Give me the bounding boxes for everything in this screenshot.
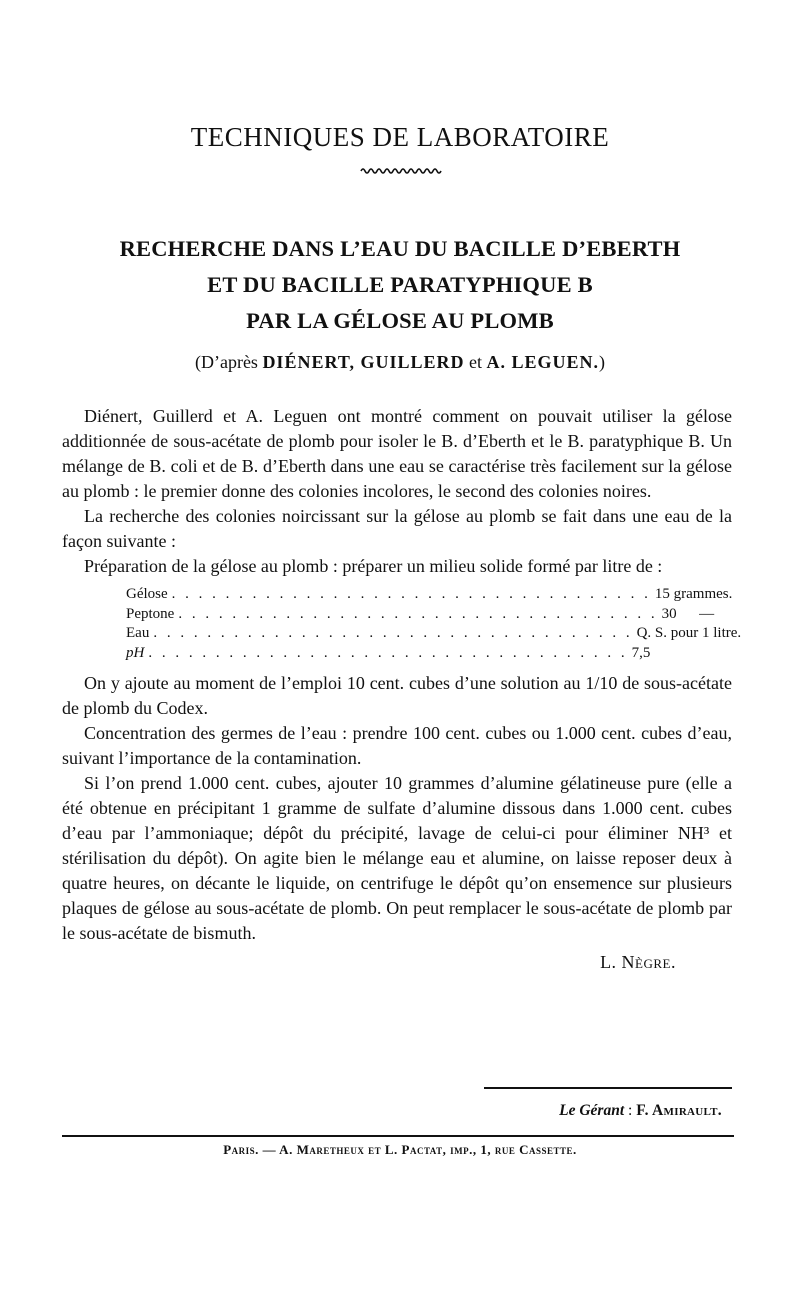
attribution-names: DIÉNERT, GUILLERD [262,352,465,372]
leader-dots: . . . . . . . . . . . . . . . . . . . . . . . . . . . . . . . . . . . . [171,586,651,602]
divider-long [62,1135,734,1137]
paragraph-preparation: Préparation de la gélose au plomb : préparer un milieu solide formé par litre de : [84,556,663,576]
attribution-mid: et [464,352,487,372]
gerant-line [0,1102,722,1120]
leader-dots: . . . . . . . . . . . . . . . . . . . . . . . . . . . . . . . . . . . . [178,605,658,622]
wavy-ornament-icon [360,166,442,176]
paragraph-concentration: Concentration des germes de l’eau : prendre 100 cent. cubes ou 1.000 cent. cubes d’eau, suivant l’importance de la contamination. [62,723,732,768]
paragraph-solution: On y ajoute au moment de l’emploi 10 cent. cubes d’une solution au 1/10 de sous-acétate de plomb du Codex. [62,673,732,718]
signature-text: L. Nègre. [600,952,676,972]
leader-dots: . . . . . . . . . . . . . . . . . . . . . . . . . . . . . . . . . . . . [148,644,628,661]
article-title-line-1: RECHERCHE DANS L’EAU DU BACILLE D’EBERTH [119,236,681,261]
article-title-line-3: PAR LA GÉLOSE AU PLOMB [246,308,554,333]
ingredient-name: Peptone [126,605,175,622]
paragraph-method: La recherche des colonies noircissant sur la gélose au plomb se fait dans une eau de la façon suivante : [62,506,732,551]
ingredient-name: Eau [126,625,150,641]
divider-short [484,1087,732,1089]
gerant-name: F. Amirault. [636,1102,722,1119]
author-signature [62,950,732,975]
article-body [62,404,742,975]
ingredient-quantity: 7,5 [631,644,651,661]
ingredient-name: Gélose [126,586,168,602]
gerant-role: Le Gérant [559,1102,625,1119]
attribution [0,352,800,373]
recipe-row [126,605,715,625]
paragraph-procedure: Si l’on prend 1.000 cent. cubes, ajouter 10 grammes d’alumine gélatineuse pure (elle a été obtenue en précipitant 1 gramme de sulfate d’alumine dissous dans 1.000 cent. cubes d’eau par l’ammoniaque; dépôt du précipité, lavage de celui-ci pour éliminer NH³ et stérilisation du dépôt). On agite bien le mélange eau et alumine, on laisse reposer deux à quatre heures, on décante le liquide, on centrifuge le dépôt qu’on ensemence sur plusieurs plaques de gélose au sous-acétate de plomb. On peut remplacer le sous-acétate de plomb par le sous-acétate de bismuth. [62,773,732,943]
attribution-prefix: (D’après [194,352,263,372]
recipe-row [126,624,742,644]
attribution-last-name: A. LEGUEN. [486,352,600,372]
recipe-row [126,644,686,664]
recipe-row [126,585,733,605]
imprint-text: Paris. — A. Maretheux et L. Pactat, imp., 1, rue Cassette. [223,1142,577,1157]
ingredient-name: pH [126,644,145,661]
ingredient-quantity: Q. S. pour 1 litre. [636,625,742,641]
ingredient-quantity: 30 — [661,605,715,622]
paragraph-intro: Diénert, Guillerd et A. Leguen ont montré comment on pouvait utiliser la gélose additionnée de sous-acétate de plomb pour isoler le B. d’Eberth et le B. paratyphique B. Un mélange de B. coli et de B. d’Eberth dans une eau se caractérise très facilement sur la gélose au plomb : le premier donne des colonies incolores, le second des colonies noires. [62,406,732,501]
gerant-separator: : [624,1102,637,1119]
attribution-suffix: ) [599,352,606,372]
section-title: TECHNIQUES DE LABORATOIRE [190,122,610,152]
leader-dots: . . . . . . . . . . . . . . . . . . . . . . . . . . . . . . . . . . . . [153,625,633,641]
printer-imprint [0,1142,800,1158]
ingredient-quantity: 15 grammes. [654,586,733,602]
article-title-line-2: ET DU BACILLE PARATYPHIQUE B [207,272,593,297]
recipe-list [126,585,742,663]
